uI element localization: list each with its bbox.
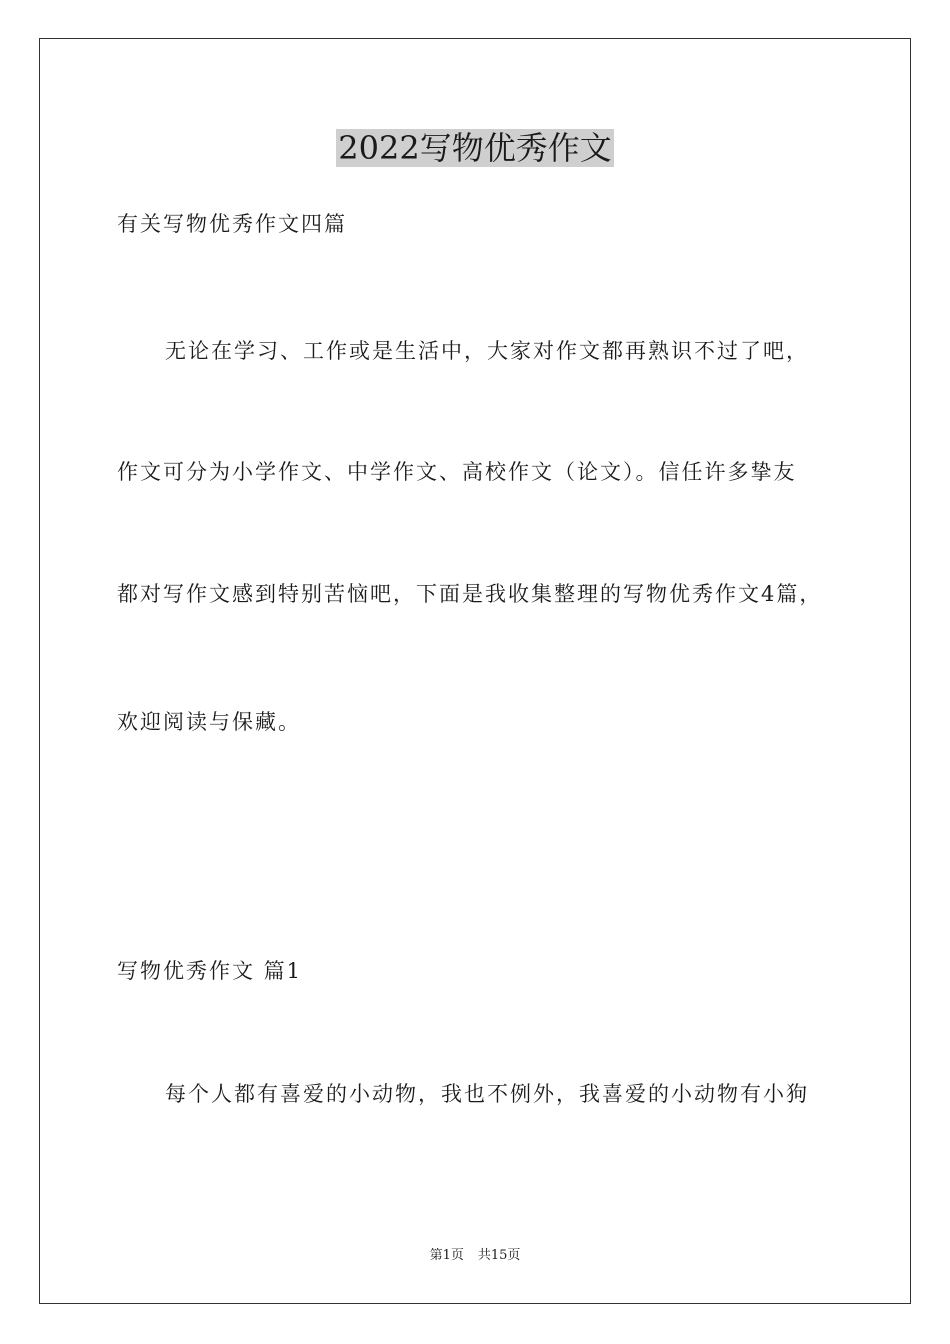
document-title [0, 126, 950, 170]
intro-paragraph-line: 作文可分为小学作文、中学作文、高校作文（论文）。信任许多挚友 [117, 460, 797, 484]
section-heading: 写物优秀作文 篇1 [117, 959, 303, 983]
total-pages: 共15页 [477, 1248, 521, 1263]
page-footer [0, 1247, 950, 1265]
document-title-text: 2022写物优秀作文 [338, 129, 612, 167]
intro-paragraph-line: 无论在学习、工作或是生活中，大家对作文都再熟识不过了吧， [165, 339, 809, 363]
intro-paragraph-line: 欢迎阅读与保藏。 [117, 710, 301, 734]
page-number: 第1页 [429, 1248, 464, 1263]
document-subtitle: 有关写物优秀作文四篇 [117, 212, 347, 236]
intro-paragraph-line: 都对写作文感到特别苦恼吧，下面是我收集整理的写物优秀作文4篇， [117, 582, 823, 606]
section-paragraph-line: 每个人都有喜爱的小动物，我也不例外，我喜爱的小动物有小狗 [165, 1082, 809, 1106]
